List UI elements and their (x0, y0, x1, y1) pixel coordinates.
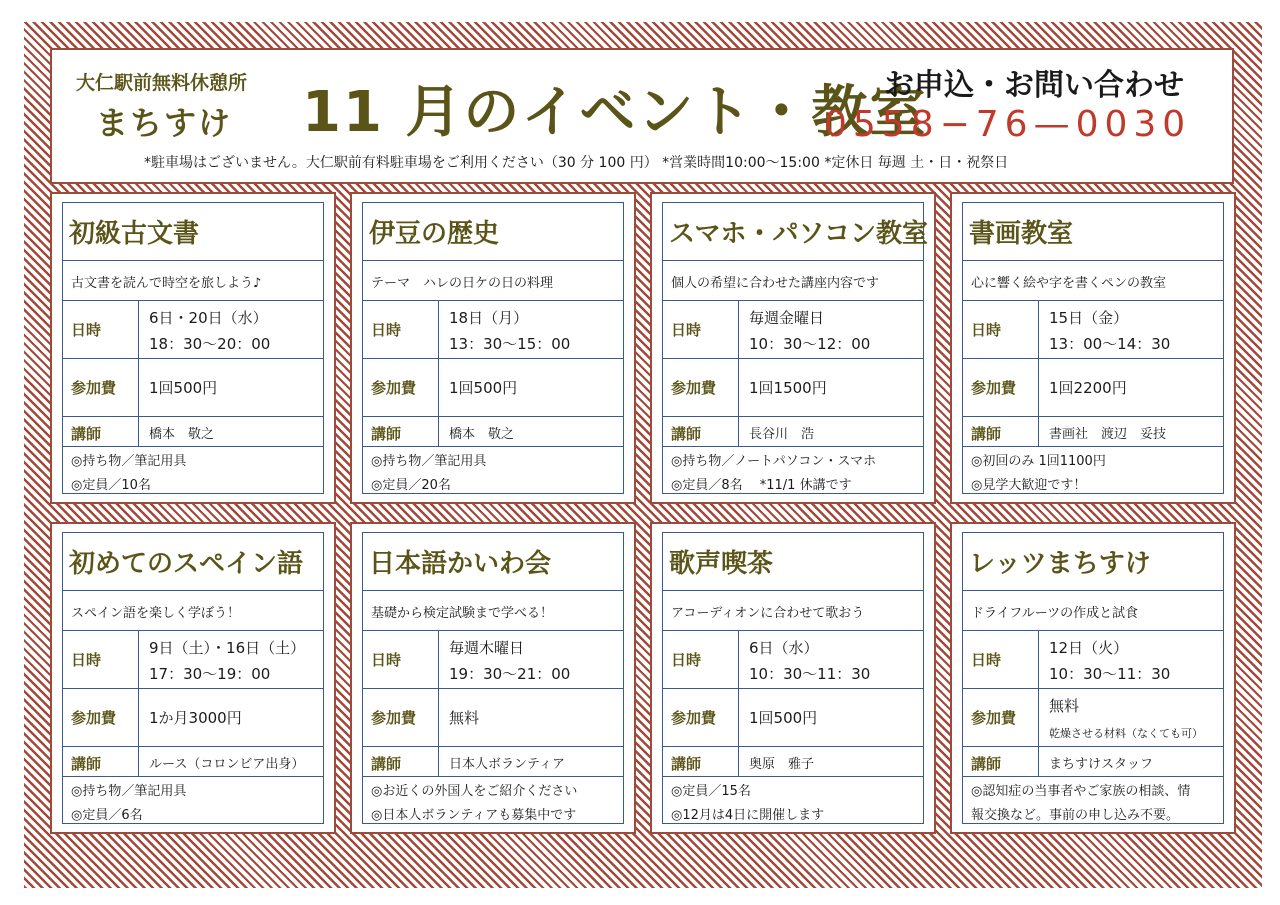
card-subtitle-row (63, 261, 323, 301)
datetime-label: 日時 (971, 321, 1002, 339)
teacher-label-cell (363, 747, 439, 776)
event-fee: 1回1500円 (749, 379, 827, 397)
fee-row (363, 689, 623, 747)
teacher-label-cell (663, 417, 739, 446)
event-card (350, 522, 636, 834)
notes-row (63, 777, 323, 825)
card-title: スマホ・パソコン教室 (669, 219, 928, 249)
fee-label: 参加費 (671, 379, 717, 397)
event-card (650, 522, 936, 834)
datetime-label: 日時 (371, 321, 402, 339)
event-date: 15日（金） (1049, 309, 1129, 327)
teacher-label: 講師 (371, 425, 402, 443)
fee-label-cell (63, 359, 139, 416)
fee-label: 参加費 (371, 709, 417, 727)
card-title-row (63, 203, 323, 261)
card-title: 歌声喫茶 (669, 549, 774, 579)
fee-label-cell (963, 359, 1039, 416)
card-subtitle: テーマ ハレの日ケの日の料理 (371, 276, 554, 291)
event-note-1: ◎持ち物／筆記用具 (371, 454, 487, 469)
fee-label-cell (663, 689, 739, 746)
fee-row (663, 689, 923, 747)
datetime-row (63, 301, 323, 359)
event-time: 19：30〜21：00 (449, 665, 571, 683)
card-subtitle-row (363, 261, 623, 301)
card-title-row (963, 533, 1223, 591)
event-date: 9日（土）・16日（土） (149, 639, 306, 657)
event-time: 13：00〜14：30 (1049, 335, 1171, 353)
event-fee: 1か月3000円 (149, 709, 242, 727)
fee-label: 参加費 (71, 709, 117, 727)
card-subtitle-row (663, 261, 923, 301)
event-teacher: 橋本 敬之 (449, 427, 515, 442)
datetime-label-cell (63, 631, 139, 688)
teacher-label: 講師 (671, 425, 702, 443)
datetime-row (63, 631, 323, 689)
event-fee: 無料 (449, 709, 480, 727)
fee-label: 参加費 (71, 379, 117, 397)
teacher-label: 講師 (71, 425, 102, 443)
card-title: 日本語かいわ会 (369, 549, 552, 579)
card-subtitle-row (363, 591, 623, 631)
org-name: まちすけ (96, 104, 233, 142)
datetime-label-cell (363, 631, 439, 688)
card-title: 伊豆の歴史 (369, 219, 500, 249)
event-note-1: ◎初回のみ 1回1100円 (971, 454, 1106, 469)
datetime-label-cell (663, 631, 739, 688)
fee-label-cell (663, 359, 739, 416)
card-title: 書画教室 (969, 219, 1074, 249)
event-date: 6日（水） (749, 639, 819, 657)
event-note-2: ◎定員／10名 (71, 478, 151, 493)
card-title-row (663, 533, 923, 591)
event-note-1: ◎定員／15名 (671, 784, 751, 799)
event-card (950, 192, 1236, 504)
page-title: 11 月のイベント・教室 (302, 80, 928, 145)
event-date: 毎週金曜日 (749, 309, 825, 327)
card-title-row (963, 203, 1223, 261)
card-subtitle-row (963, 261, 1223, 301)
event-date: 18日（月） (449, 309, 529, 327)
card-subtitle-row (963, 591, 1223, 631)
notes-row (963, 447, 1223, 495)
datetime-label: 日時 (671, 321, 702, 339)
datetime-row (963, 631, 1223, 689)
event-fee-note: 乾燥させる材料（なくても可） (1049, 727, 1203, 740)
card-title: レッツまちすけ (969, 549, 1151, 579)
event-note-1: ◎認知症の当事者やご家族の相談、情 (971, 784, 1191, 799)
notes-row (663, 447, 923, 495)
teacher-row (363, 417, 623, 447)
fee-label: 参加費 (971, 709, 1017, 727)
event-card (50, 522, 336, 834)
event-time: 10：30〜11：30 (749, 665, 871, 683)
event-card (50, 192, 336, 504)
event-fee: 1回500円 (749, 709, 818, 727)
event-teacher: 日本人ボランティア (449, 757, 565, 772)
fee-row (63, 689, 323, 747)
phone-number: 0558−76—0030 (824, 104, 1192, 145)
event-teacher: 奥原 雅子 (749, 757, 815, 772)
datetime-label: 日時 (371, 651, 402, 669)
card-subtitle: ドライフルーツの作成と試食 (971, 606, 1139, 621)
teacher-label-cell (63, 747, 139, 776)
card-table (62, 202, 324, 494)
fee-label-cell (63, 689, 139, 746)
fee-label: 参加費 (671, 709, 717, 727)
notes-row (663, 777, 923, 825)
card-table (962, 532, 1224, 824)
card-subtitle-row (663, 591, 923, 631)
event-note-2: ◎定員／20名 (371, 478, 451, 493)
event-note-2: ◎見学大歓迎です！ (971, 478, 1087, 493)
notes-row (363, 447, 623, 495)
event-time: 17：30〜19：00 (149, 665, 271, 683)
card-subtitle: スペイン語を楽しく学ぼう！ (71, 606, 241, 621)
event-note-1: ◎持ち物／ノートパソコン・スマホ (671, 454, 877, 469)
card-table (62, 532, 324, 824)
event-teacher: 書画社 渡辺 妥技 (1049, 427, 1167, 442)
event-time: 13：30〜15：00 (449, 335, 571, 353)
fee-label-cell (363, 359, 439, 416)
event-fee: 1回2200円 (1049, 379, 1127, 397)
datetime-label-cell (63, 301, 139, 358)
card-table (662, 532, 924, 824)
header-panel (50, 48, 1234, 184)
teacher-label: 講師 (671, 755, 702, 773)
teacher-row (663, 417, 923, 447)
fee-row (963, 359, 1223, 417)
card-subtitle: 個人の希望に合わせた講座内容です (671, 276, 880, 291)
event-date: 毎週木曜日 (449, 639, 525, 657)
event-note-2: ◎定員／8名 *11/1 休講です (671, 478, 852, 493)
event-time: 18：30〜20：00 (149, 335, 271, 353)
teacher-row (363, 747, 623, 777)
event-card (650, 192, 936, 504)
event-time: 10：30〜11：30 (1049, 665, 1171, 683)
teacher-label-cell (963, 417, 1039, 446)
teacher-row (63, 747, 323, 777)
teacher-label-cell (363, 417, 439, 446)
fee-row (963, 689, 1223, 747)
card-title-row (363, 533, 623, 591)
fee-row (663, 359, 923, 417)
card-table (362, 532, 624, 824)
event-fee: 1回500円 (449, 379, 518, 397)
notes-row (63, 447, 323, 495)
datetime-label: 日時 (971, 651, 1002, 669)
fee-label: 参加費 (371, 379, 417, 397)
event-teacher: 橋本 敬之 (149, 427, 215, 442)
event-note-1: ◎持ち物／筆記用具 (71, 784, 187, 799)
card-title-row (663, 203, 928, 261)
card-subtitle: 古文書を読んで時空を旅しよう♪ (71, 276, 262, 291)
card-table (962, 202, 1224, 494)
event-note-2: ◎日本人ボランティアも募集中です (371, 808, 577, 823)
teacher-label: 講師 (371, 755, 402, 773)
datetime-label: 日時 (71, 321, 102, 339)
datetime-row (363, 631, 623, 689)
card-table (662, 202, 928, 494)
teacher-row (63, 417, 323, 447)
teacher-row (663, 747, 923, 777)
org-subtitle: 大仁駅前無料休憩所 (76, 72, 248, 94)
event-note-2: ◎定員／6名 (71, 808, 143, 823)
teacher-label: 講師 (71, 755, 102, 773)
datetime-row (663, 301, 923, 359)
teacher-label: 講師 (971, 755, 1002, 773)
event-teacher: 長谷川 浩 (749, 427, 815, 442)
teacher-label-cell (663, 747, 739, 776)
event-card (950, 522, 1236, 834)
card-title: 初めてのスペイン語 (69, 549, 304, 579)
event-teacher: まちすけスタッフ (1049, 757, 1154, 772)
datetime-row (963, 301, 1223, 359)
card-title-row (63, 533, 323, 591)
notes-row (963, 777, 1223, 825)
event-note-2: ◎12月は4日に開催します (671, 808, 825, 823)
card-subtitle: アコーディオンに合わせて歌おう (671, 606, 865, 621)
contact-label: お申込・お問い合わせ (884, 68, 1184, 103)
card-subtitle: 基礎から検定試験まで学べる！ (371, 606, 554, 621)
fee-label-cell (963, 689, 1039, 746)
teacher-label-cell (963, 747, 1039, 776)
card-table (362, 202, 624, 494)
datetime-label-cell (363, 301, 439, 358)
fee-row (363, 359, 623, 417)
event-date: 6日・20日（水） (149, 309, 268, 327)
datetime-label-cell (963, 301, 1039, 358)
card-title: 初級古文書 (69, 219, 200, 249)
teacher-row (963, 417, 1223, 447)
datetime-row (363, 301, 623, 359)
teacher-label: 講師 (971, 425, 1002, 443)
card-title-row (363, 203, 623, 261)
event-note-1: ◎持ち物／筆記用具 (71, 454, 187, 469)
fee-label: 参加費 (971, 379, 1017, 397)
teacher-row (963, 747, 1223, 777)
fee-row (63, 359, 323, 417)
fee-label-cell (363, 689, 439, 746)
card-subtitle: 心に響く絵や字を書くペンの教室 (971, 276, 1167, 291)
event-fee: 1回500円 (149, 379, 218, 397)
notes-row (363, 777, 623, 825)
event-teacher: ルース（コロンビア出身） (149, 757, 305, 772)
event-note-2: 報交換など。事前の申し込み不要。 (971, 808, 1180, 823)
event-card (350, 192, 636, 504)
datetime-row (663, 631, 923, 689)
datetime-label: 日時 (71, 651, 102, 669)
event-date: 12日（火） (1049, 639, 1129, 657)
datetime-label-cell (663, 301, 739, 358)
card-subtitle-row (63, 591, 323, 631)
event-time: 10：30〜12：00 (749, 335, 871, 353)
event-note-1: ◎お近くの外国人をご紹介ください (371, 784, 578, 799)
datetime-label-cell (963, 631, 1039, 688)
teacher-label-cell (63, 417, 139, 446)
datetime-label: 日時 (671, 651, 702, 669)
header-note: *駐車場はございません。大仁駅前有料駐車場をご利用ください（30 分 100 円） *営業時間10:00〜15:00 *定休日 毎週 土・日・祝祭日 (144, 155, 1009, 171)
event-fee: 無料 (1049, 697, 1080, 715)
